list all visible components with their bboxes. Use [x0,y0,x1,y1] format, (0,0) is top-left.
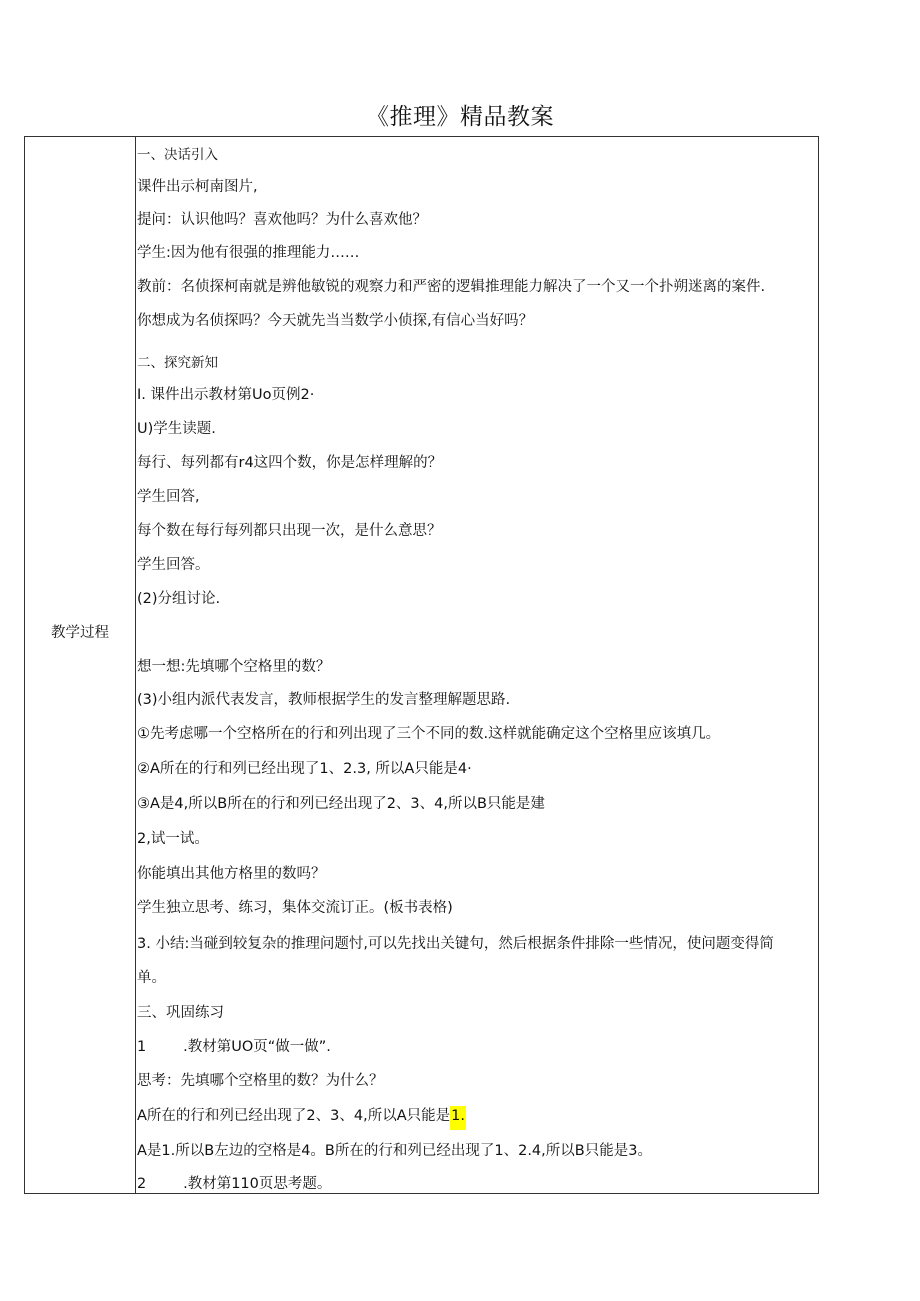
text-line: 教前：名侦探柯南就是辨他敏锐的观察力和严密的逻辑推理能力解决了一个又一个扑朔迷离的案件. [137,279,766,295]
text-line: ②A所在的行和列已经出现了1、2.3, 所以A只能是4· [137,761,472,777]
text-line [137,1104,466,1125]
text-line: 想一想:先填哪个空格里的数？ [137,659,331,675]
text-line: 3. 小结:当碰到较复杂的推理问题忖,可以先找出关键句，然后根据条件排除一些情况，使问题变得简 [137,936,774,952]
text-line: 每个数在每行每列都只出现一次，是什么意思？ [137,523,442,539]
text-line: 单。 [137,970,166,986]
text-line: A是1.所以B左边的空格是4。B所在的行和列已经出现了1、2.4,所以B只能是3。 [137,1143,652,1159]
text-span: A所在的行和列已经出现了2、3、4,所以A只能是 [137,1108,451,1124]
text-line: 你能填出其他方格里的数吗？ [137,866,326,882]
text-line: 学生回答, [137,489,200,505]
section-heading: 一、决话引入 [137,147,218,163]
lesson-table [24,136,819,1194]
text-line: 提问：认识他吗？喜欢他吗？为什么喜欢他？ [137,212,427,228]
text-line: 学生独立思考、练习，集体交流订正。(板书表格) [137,900,453,916]
text-line: 你想成为名侦探吗？今天就先当当数学小侦探,有信心当好吗？ [137,313,534,329]
text-line: 2,试一试。 [137,831,209,847]
text-line: U)学生读题. [137,421,216,437]
text-line: 每行、每列都有r4这四个数，你是怎样理解的？ [137,455,443,471]
document-title: 《推理》精品教案 [366,104,554,130]
text-line: 思考：先填哪个空格里的数？为什么？ [137,1073,384,1089]
section-heading: 二、探究新知 [137,355,218,371]
row-label: 教学过程 [51,625,109,641]
text-line: 学生回答。 [137,557,210,573]
text-line: 2 .教材第110页思考题。 [137,1176,332,1192]
text-line: (2)分组讨论. [137,591,221,607]
text-line: 1 .教材第UO页“做一做”. [137,1039,331,1055]
text-line: ①先考虑哪一个空格所在的行和列出现了三个不同的数.这样就能确定这个空格里应该填几。 [137,726,721,742]
text-line: ③A是4,所以B所在的行和列已经出现了2、3、4,所以B只能是建 [137,796,545,812]
column-divider [135,137,136,1193]
text-line: I. 课件出示教材第Uo页例2· [137,387,315,403]
text-line: (3)小组内派代表发言，教师根据学生的发言整理解题思路. [137,692,511,708]
text-line: 学生:因为他有很强的推理能力…… [137,245,360,261]
highlighted-answer: 1. [450,1106,466,1130]
text-line: 课件出示柯南图片, [137,179,258,195]
section-heading: 三、巩固练习 [137,1005,224,1021]
